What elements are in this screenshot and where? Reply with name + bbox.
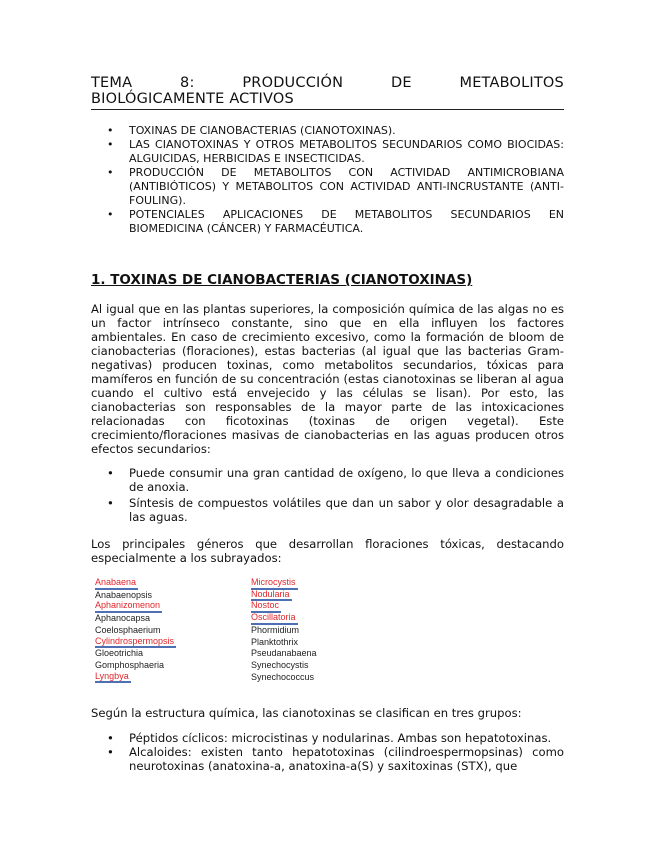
title-line-1 [91,75,564,91]
document-title [91,75,564,110]
toxin-groups-list [91,731,564,773]
genus-name: Nostoc [251,601,281,613]
intro-paragraph: Al igual que en las plantas superiores, la composición química de las algas no es un factor intrínseco constante, sino que en ella influyen los factores ambientales. En caso de crecimiento excesivo, como la formación de bloom de cianobacterias (floraciones), estas bacterias (al igual que las bacterias Gram-negativas) producen toxinas, como metabolitos secundarios, tóxicas para mamíferos en función de su concentración (estas cianotoxinas se liberan al agua cuando el cultivo está envejecido y las células se lisan). Por esto, las cianobacterias son responsables de la mayor parte de las intoxicaciones relacionadas con ficotoxinas (toxinas de origen vegetal). Este crecimiento/floraciones masivas de cianobacterias en las aguas producen otros efectos secundarios: [91,302,564,456]
genus-name: Cylindrospermopsis [95,637,176,649]
genus-name: Oscillatoria [251,613,298,625]
title-word: PRODUCCIÓN [242,75,344,91]
effects-list [91,466,564,526]
genus-name: Pseudanabaena [251,648,317,659]
genus-name: Phormidium [251,624,300,635]
effect-item: • Puede consumir una gran cantidad de oxígeno, lo que lleva a condiciones de anoxia. [91,466,564,494]
genus-name: Planktothrix [251,636,299,647]
title-word: DE [390,75,412,91]
title-line-2: BIOLÓGICAMENTE ACTIVOS [91,91,294,107]
title-word: 8: [180,75,195,91]
effect-item: • Síntesis de compuestos volátiles que dan un sabor y olor desagradable a las aguas. [91,496,564,524]
topic-item: • LAS CIANOTOXINAS Y OTROS METABOLITOS SECUNDARIOS COMO BIOCIDAS: ALGUICIDAS, HERBICIDAS E INSECTICIDAS. [91,138,564,166]
topic-item: • PRODUCCIÓN DE METABOLITOS CON ACTIVIDAD ANTIMICROBIANA (ANTIBIÓTICOS) Y METABOLITOS CON ACTIVIDAD ANTI-INCRUSTANTE (ANTI-FOULING). [91,166,564,208]
toxin-group-item: • Péptidos cíclicos: microcistinas y nodularinas. Ambas son hepatotoxinas. [91,731,564,745]
genera-column-2 [251,578,317,683]
genus-name: Nodularia [251,590,292,602]
genus-name: Anabaenopsis [95,589,153,600]
section-heading-text: 1. TOXINAS DE CIANOBACTERIAS (CIANOTOXINAS) [91,272,473,288]
genus-name: Lyngbya [95,672,131,684]
genera-column-1 [95,578,176,683]
genus-name: Aphanocapsa [95,613,151,624]
topic-item: • POTENCIALES APLICACIONES DE METABOLITOS SECUNDARIOS EN BIOMEDICINA (CÁNCER) Y FARMACÉUTICA. [91,208,564,236]
title-word: METABOLITOS [459,75,564,91]
genus-name: Synechocystis [251,659,309,670]
topic-item: • TOXINAS DE CIANOBACTERIAS (CIANOTOXINAS). [91,124,564,138]
genus-name: Gloeotrichia [95,648,144,659]
title-word: TEMA [91,75,133,91]
classification-paragraph: Según la estructura química, las cianotoxinas se clasifican en tres grupos: [91,706,522,720]
genus-name: Coelosphaerium [95,624,161,635]
topics-list [91,124,564,236]
genus-name: Aphanizomenon [95,601,162,613]
genera-intro-paragraph: Los principales géneros que desarrollan floraciones tóxicas, destacando especialmente a los subrayados: [91,537,564,565]
genus-name: Microcystis [251,578,298,590]
genus-name: Gomphosphaeria [95,659,165,670]
toxin-group-item: • Alcaloides: existen tanto hepatotoxinas (cilindroespermopsinas) como neurotoxinas (anatoxina-a, anatoxina-a(S) y saxitoxinas (STX), que [91,745,564,773]
section-heading [91,272,564,288]
genus-name: Anabaena [95,578,138,590]
genus-name: Synechococcus [251,671,315,682]
